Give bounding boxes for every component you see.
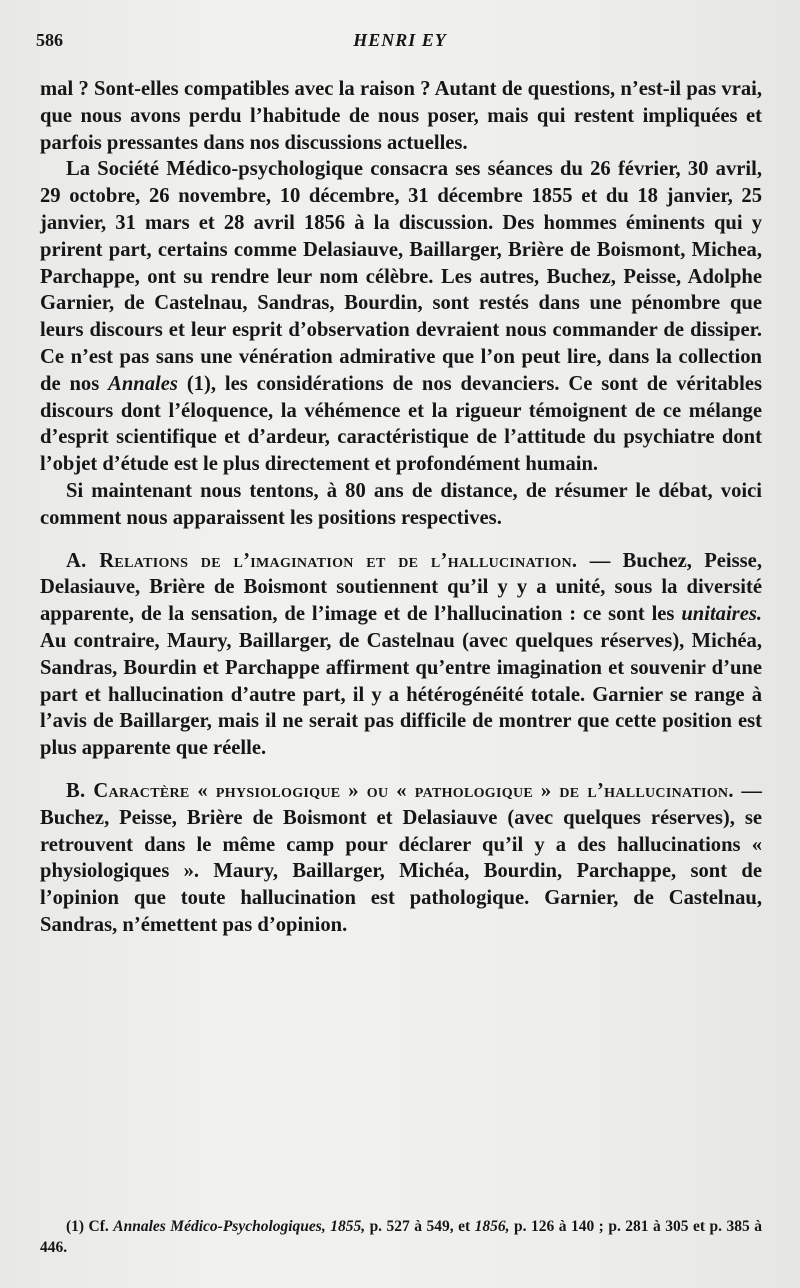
page-number: 586 <box>36 30 63 50</box>
footnote <box>40 1216 762 1258</box>
footnote-year: 1856, <box>474 1218 510 1235</box>
section-b <box>40 778 762 939</box>
paragraph-2-text-b: (1), les considérations de nos devanciers. Ce sont de véritables discours dont l’éloquence, la véhémence et la rigueur témoignent de ce mélange d’esprit scientifique et d’ardeur, caractéristique de l’attitude du psychiatre dont l’objet d’étude est le plus directement et profondément humain. <box>40 372 762 476</box>
paragraph-2-text-a: La Société Médico-psychologique consacra ses séances du 26 février, 30 avril, 29 octobre, 26 novembre, 10 décembre, 31 décembre 1855 et du 18 janvier, 25 janvier, 31 mars et 28 avril 1856 à la discussion. Des hommes éminents qui y prirent part, certains comme Delasiauve, Baillarger, Brière de Boismont, Michea, Parchappe, ont su rendre leur nom célèbre. Les autres, Buchez, Peisse, Adolphe Garnier, de Castelnau, Sandras, Bourdin, sont restés dans une pénombre que leurs discours et leur esprit d’observation devraient nous commander de dissiper. Ce n’est pas sans une vénération admirative que l’on peut lire, dans la collection de nos <box>40 158 762 395</box>
footnote-journal: Annales Médico-Psychologiques, 1855, <box>113 1218 366 1235</box>
section-b-text: — Buchez, Peisse, Brière de Boismont et Delasiauve (avec quelques réserves), se retrouvent dans le même camp pour déclarer qu’il y a des hallucinations « physiologiques ». Maury, Baillarger, Michéa, Bourdin, Parchappe, sont de l’opinion que toute hallucination est pathologique. Garnier, de Castelnau, Sandras, n’émettent pas d’opinion. <box>40 779 762 936</box>
page-body <box>40 76 762 939</box>
footnote-pages-1: p. 527 à 549, et <box>369 1218 471 1235</box>
paragraph-2 <box>40 156 762 478</box>
section-b-heading: B. Caractère « physiologique » ou « pathologique » de l’hallucination. <box>66 779 734 802</box>
paragraph-1: mal ? Sont-elles compatibles avec la raison ? Autant de questions, n’est-il pas vrai, que nous avons perdu l’habitude de nous poser, mais qui restent impliquées et parfois pressantes dans nos discussions actuelles. <box>40 78 762 154</box>
running-head: HENRI EY <box>353 30 447 50</box>
section-a-text-1: — Buchez, Peisse, Delasiauve, Brière de Boismont soutiennent qu’il y y a unité, sous la diversité apparente, de la sensation, de l’image et de l’hallucination : ce sont les <box>40 549 762 626</box>
paragraph-3: Si maintenant nous tentons, à 80 ans de distance, de résumer le débat, voici comment nous apparaissent les positions respectives. <box>40 479 762 529</box>
section-a <box>40 548 762 762</box>
section-a-heading: A. Relations de l’imagination et de l’hallucination. <box>66 549 578 572</box>
footnote-pages-2: p. 126 à 140 ; p. 281 à 305 et p. 385 à 446. <box>40 1218 762 1256</box>
page-header <box>36 30 764 60</box>
section-a-text-2: Au contraire, Maury, Baillarger, de Castelnau (avec quelques réserves), Michéa, Sandras, Bourdin et Parchappe affirment qu’entre imagination et souvenir d’une part et hallucination d’autre part, il y a hétérogénéité totale. Garnier se range à l’avis de Baillarger, mais il ne serait pas difficile de montrer que cette position est plus apparente que réelle. <box>40 629 762 760</box>
annales-title: Annales <box>108 372 178 395</box>
footnote-marker: (1) Cf. <box>66 1218 109 1235</box>
section-a-italic: unitaires. <box>681 603 762 626</box>
